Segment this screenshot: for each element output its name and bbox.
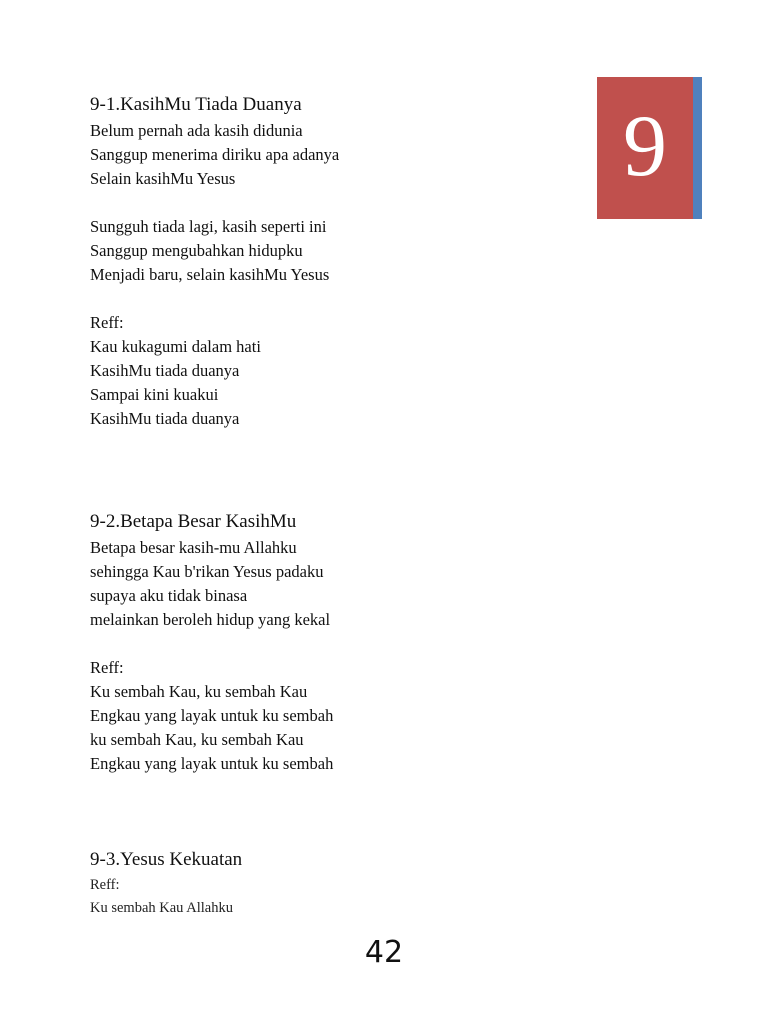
song-title: 9-3.Yesus Kekuatan bbox=[90, 849, 243, 870]
reff-label: Reff: bbox=[90, 877, 120, 893]
lyric-line: sehingga Kau b'rikan Yesus padaku bbox=[90, 562, 324, 581]
lyric-line: ku sembah Kau, ku sembah Kau bbox=[90, 730, 304, 749]
song-title: 9-2.Betapa Besar KasihMu bbox=[90, 511, 297, 532]
song-lyrics bbox=[90, 874, 233, 920]
lyric-line: Belum pernah ada kasih didunia bbox=[90, 121, 303, 140]
lyric-line: Sungguh tiada lagi, kasih seperti ini bbox=[90, 217, 327, 236]
lyric-line: Sanggup mengubahkan hidupku bbox=[90, 241, 303, 260]
lyric-line: KasihMu tiada duanya bbox=[90, 361, 240, 380]
lyric-line bbox=[90, 191, 339, 215]
lyric-line: Kau kukagumi dalam hati bbox=[90, 337, 261, 356]
reff-label: Reff: bbox=[90, 313, 124, 332]
lyric-line: Sampai kini kuakui bbox=[90, 385, 219, 404]
lyric-line: Ku sembah Kau, ku sembah Kau bbox=[90, 682, 308, 701]
lyric-line: KasihMu tiada duanya bbox=[90, 409, 240, 428]
lyric-line: Ku sembah Kau Allahku bbox=[90, 900, 233, 916]
chapter-marker bbox=[597, 77, 702, 219]
lyric-line: Engkau yang layak untuk ku sembah bbox=[90, 754, 334, 773]
lyric-line: supaya aku tidak binasa bbox=[90, 586, 248, 605]
song-title: 9-1.KasihMu Tiada Duanya bbox=[90, 94, 302, 115]
lyric-line: Selain kasihMu Yesus bbox=[90, 169, 236, 188]
lyric-line: Menjadi baru, selain kasihMu Yesus bbox=[90, 265, 330, 284]
song-lyrics bbox=[90, 119, 339, 431]
lyric-line: melainkan beroleh hidup yang kekal bbox=[90, 610, 331, 629]
lyric-line bbox=[90, 632, 333, 656]
reff-label: Reff: bbox=[90, 658, 124, 677]
lyric-line: Sanggup menerima diriku apa adanya bbox=[90, 145, 340, 164]
chapter-number: 9 bbox=[623, 98, 667, 195]
lyric-line: Betapa besar kasih-mu Allahku bbox=[90, 538, 297, 557]
page-number: 42 bbox=[364, 935, 404, 970]
lyric-line: Engkau yang layak untuk ku sembah bbox=[90, 706, 334, 725]
song-lyrics bbox=[90, 536, 333, 776]
lyric-line bbox=[90, 287, 339, 311]
